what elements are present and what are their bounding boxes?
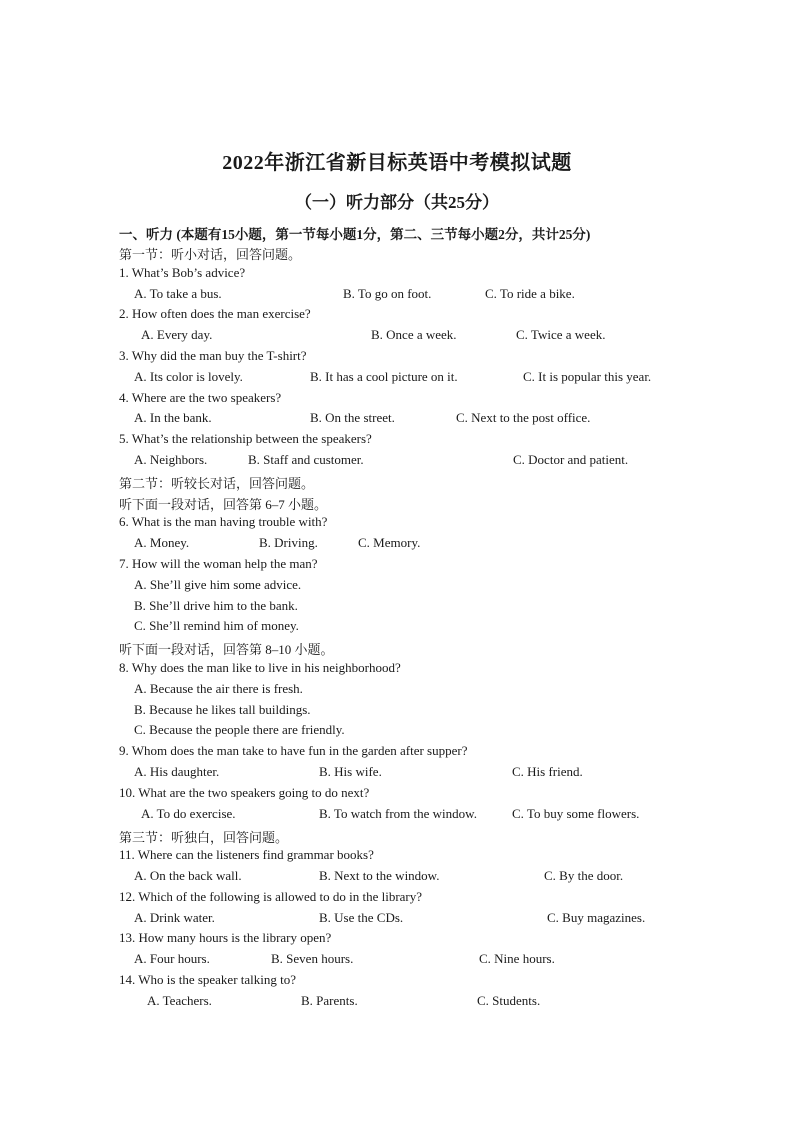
option-a: A. Its color is lovely. [134,369,243,384]
option-a: A. Four hours. [134,951,210,966]
question-text: 2. How often does the man exercise? [119,306,311,321]
option-b: B. Seven hours. [271,951,354,966]
instruction-text: 听下面一段对话，回答第 6–7 小题。 [119,497,328,512]
option-b: B. Next to the window. [319,868,440,883]
section-heading-text: 第二节：听较长对话，回答问题。 [119,476,315,491]
option-a: A. Neighbors. [134,452,208,467]
option-c: C. Buy magazines. [547,910,646,925]
page-subtitle: （一）听力部分（共25分） [295,193,499,212]
option-a: A. His daughter. [134,764,220,779]
question-text: 3. Why did the man buy the T-shirt? [119,348,307,363]
option-b: B. Use the CDs. [319,910,404,925]
option-a: A. To take a bus. [134,286,222,301]
option-a: A. In the bank. [134,410,212,425]
option-c: C. By the door. [544,868,624,883]
question-text: 6. What is the man having trouble with? [119,514,328,529]
option-b: B. Driving. [259,535,318,550]
option-b: B. It has a cool picture on it. [310,369,458,384]
option-a: A. To do exercise. [141,806,236,821]
question-text: 7. How will the woman help the man? [119,556,318,571]
option-a: A. Drink water. [134,910,215,925]
option-b: B. On the street. [310,410,395,425]
question-text: 13. How many hours is the library open? [119,930,332,945]
option-c: C. Doctor and patient. [513,452,629,467]
question-text: 8. Why does the man like to live in his neighborhood? [119,660,401,675]
option-b: B. Because he likes tall buildings. [134,702,311,717]
option-b: B. Once a week. [371,327,457,342]
section-heading-text: 第一节：听小对话，回答问题。 [119,247,302,262]
option-c: C. His friend. [512,764,583,779]
option-b: B. His wife. [319,764,382,779]
option-b: B. To watch from the window. [319,806,477,821]
option-b: B. Parents. [301,993,358,1008]
question-text: 5. What’s the relationship between the speakers? [119,431,372,446]
option-a: A. On the back wall. [134,868,242,883]
option-c: C. Next to the post office. [456,410,591,425]
option-c: C. To ride a bike. [485,286,575,301]
option-a: A. Teachers. [147,993,212,1008]
question-text: 14. Who is the speaker talking to? [119,972,297,987]
question-text: 4. Where are the two speakers? [119,390,282,405]
option-c: C. Memory. [358,535,421,550]
option-b: B. To go on foot. [343,286,432,301]
option-a: A. Because the air there is fresh. [134,681,303,696]
option-a: A. Every day. [141,327,213,342]
page-title: 2022年浙江省新目标英语中考模拟试题 [222,152,572,174]
option-c: C. To buy some flowers. [512,806,640,821]
question-text: 10. What are the two speakers going to do next? [119,785,370,800]
option-c: C. Twice a week. [516,327,606,342]
option-c: C. Students. [477,993,541,1008]
instruction-text: 听下面一段对话，回答第 8–10 小题。 [119,642,334,657]
option-a: A. She’ll give him some advice. [134,577,302,592]
part-heading-text: 一、听力 (本题有15小题，第一节每小题1分，第二、三节每小题2分，共计25分) [119,227,591,242]
option-c: C. Because the people there are friendly. [134,722,345,737]
option-c: C. It is popular this year. [523,369,652,384]
question-text: 11. Where can the listeners find grammar books? [119,847,374,862]
question-text: 12. Which of the following is allowed to do in the library? [119,889,423,904]
option-a: A. Money. [134,535,190,550]
option-b: B. She’ll drive him to the bank. [134,598,298,613]
option-c: C. She’ll remind him of money. [134,618,299,633]
question-text: 1. What’s Bob’s advice? [119,265,246,280]
section-heading-text: 第三节：听独白，回答问题。 [119,830,289,845]
option-b: B. Staff and customer. [248,452,364,467]
option-c: C. Nine hours. [479,951,555,966]
question-text: 9. Whom does the man take to have fun in the garden after supper? [119,743,468,758]
